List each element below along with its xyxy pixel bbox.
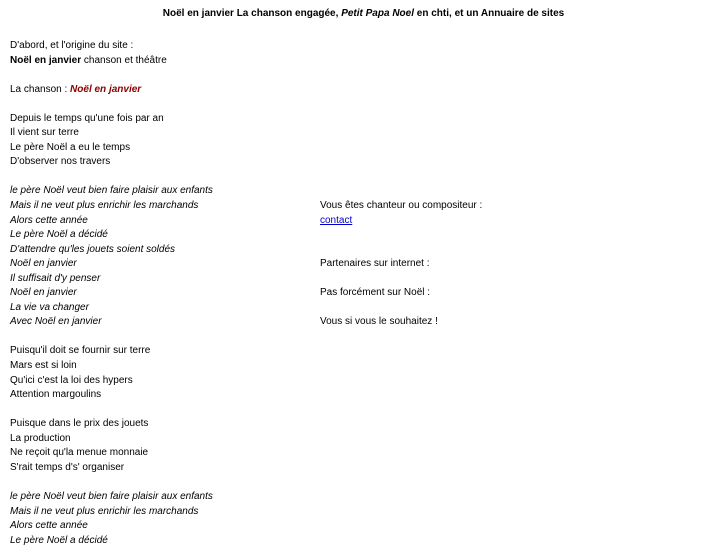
lyric-line: Qu'ici c'est la loi des hypers xyxy=(10,374,133,386)
lyric-line: Le père Noël a eu le temps xyxy=(10,141,131,153)
title-part-1: Noël en janvier La chanson engagée, xyxy=(162,8,339,19)
page-title xyxy=(0,8,727,20)
lyric-line: Alors cette année xyxy=(10,214,88,226)
you-if-heading: Vous si vous le souhaitez ! xyxy=(320,316,438,328)
verse-1 xyxy=(10,112,310,170)
verse-2 xyxy=(10,344,310,402)
lyric-line: Il suffisait d'y penser xyxy=(10,272,101,284)
contact-link[interactable]: contact xyxy=(320,214,353,226)
lyric-line: La vie va changer xyxy=(10,301,89,313)
lyric-line: Attention margoulins xyxy=(10,389,102,401)
lyric-line: Avec Noël en janvier xyxy=(10,316,102,328)
lyric-line: La production xyxy=(10,432,71,444)
lyric-line: Le père Noël a décidé xyxy=(10,229,108,241)
lyric-line: Noël en janvier xyxy=(10,258,77,270)
lyric-line: Le père Noël a décidé xyxy=(10,534,108,545)
lyric-line: Mars est si loin xyxy=(10,360,77,372)
lyric-line: Alors cette année xyxy=(10,520,88,532)
sidebar xyxy=(320,199,620,330)
not-noel-heading: Pas forcément sur Noël : xyxy=(320,287,431,299)
partners-heading: Partenaires sur internet : xyxy=(320,258,430,270)
composer-text: Vous êtes chanteur ou compositeur : xyxy=(320,200,483,211)
verse-3 xyxy=(10,417,310,475)
lyric-line: Mais il ne veut plus enrichir les marchands xyxy=(10,200,199,212)
chorus-2 xyxy=(10,490,310,545)
site-name: Noël en janvier xyxy=(10,54,82,66)
lyric-line: S'rait temps d's' organiser xyxy=(10,461,125,473)
lyric-line: D'attendre qu'les jouets soient soldés xyxy=(10,243,176,255)
lyric-line: Ne reçoit qu'la menue monnaie xyxy=(10,447,149,459)
chorus-1 xyxy=(10,184,310,329)
site-line xyxy=(10,54,310,69)
lyric-line: Puisque dans le prix des jouets xyxy=(10,418,149,430)
song-line xyxy=(10,83,310,98)
lyric-line: Noël en janvier xyxy=(10,287,77,299)
title-part-2: Petit Papa Noel xyxy=(341,8,414,19)
lyric-line: le père Noël veut bien faire plaisir aux enfants xyxy=(10,490,213,502)
lyric-line: Depuis le temps qu'une fois par an xyxy=(10,112,164,124)
song-title: Noël en janvier xyxy=(70,83,142,95)
lyric-line: Il vient sur terre xyxy=(10,127,79,139)
title-part-3: en chti, et un Annuaire de sites xyxy=(416,8,565,19)
song-label: La chanson : xyxy=(10,83,68,95)
main-column xyxy=(10,39,310,545)
lyric-line: le père Noël veut bien faire plaisir aux enfants xyxy=(10,185,213,197)
lyric-line: Mais il ne veut plus enrichir les marchands xyxy=(10,505,199,517)
lyric-line: Puisqu'il doit se fournir sur terre xyxy=(10,345,151,357)
intro-line: D'abord, et l'origine du site : xyxy=(10,40,134,51)
site-description: chanson et théâtre xyxy=(83,54,167,66)
contact-line xyxy=(320,214,620,229)
lyric-line: D'observer nos travers xyxy=(10,156,111,168)
